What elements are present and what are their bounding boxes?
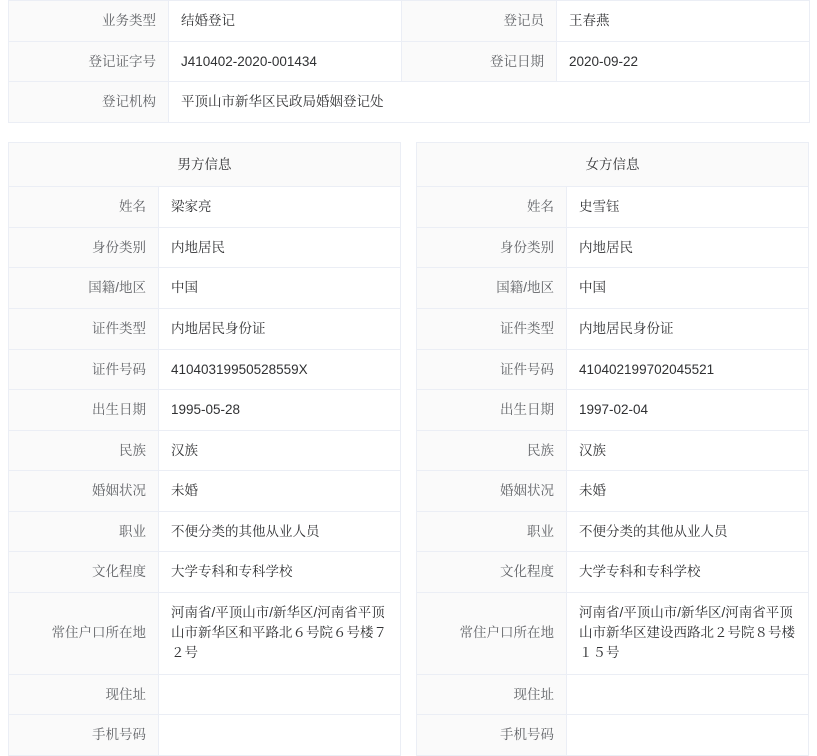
table-row: [9, 268, 401, 309]
male-identity-category-value: 内地居民: [159, 227, 401, 268]
male-info-table: [8, 142, 401, 756]
table-row: [9, 1, 810, 42]
female-ethnicity-label: 民族: [417, 430, 567, 471]
table-row: [417, 227, 809, 268]
male-birth-date-value: 1995-05-28: [159, 390, 401, 431]
table-row: [9, 430, 401, 471]
female-phone-label: 手机号码: [417, 715, 567, 756]
female-nationality-value: 中国: [567, 268, 809, 309]
female-info-panel: [416, 142, 809, 756]
table-row: [9, 187, 401, 228]
male-ethnicity-label: 民族: [9, 430, 159, 471]
table-row: [417, 511, 809, 552]
female-household-address-label: 常住户口所在地: [417, 592, 567, 674]
male-id-type-label: 证件类型: [9, 308, 159, 349]
table-row: [417, 592, 809, 674]
female-current-address-value: [567, 674, 809, 715]
table-row: [9, 82, 810, 123]
male-marital-status-value: 未婚: [159, 471, 401, 512]
female-occupation-label: 职业: [417, 511, 567, 552]
male-id-number-label: 证件号码: [9, 349, 159, 390]
business-type-value: 结婚登记: [169, 1, 402, 42]
table-row: [417, 715, 809, 756]
male-household-address-label: 常住户口所在地: [9, 592, 159, 674]
male-name-label: 姓名: [9, 187, 159, 228]
table-row: [9, 552, 401, 593]
male-phone-label: 手机号码: [9, 715, 159, 756]
table-row: [9, 592, 401, 674]
female-education-label: 文化程度: [417, 552, 567, 593]
table-row: [417, 187, 809, 228]
registration-date-label: 登记日期: [402, 41, 557, 82]
male-nationality-label: 国籍/地区: [9, 268, 159, 309]
table-row: [417, 674, 809, 715]
female-id-type-value: 内地居民身份证: [567, 308, 809, 349]
table-row: [417, 268, 809, 309]
registration-summary-table: [8, 0, 810, 123]
female-phone-value: [567, 715, 809, 756]
table-row: [417, 430, 809, 471]
person-panels: [0, 123, 817, 756]
female-info-table: [416, 142, 809, 756]
registrar-value: 王春燕: [557, 1, 810, 42]
male-marital-status-label: 婚姻状况: [9, 471, 159, 512]
table-row: [9, 471, 401, 512]
table-row: [417, 349, 809, 390]
male-nationality-value: 中国: [159, 268, 401, 309]
female-nationality-label: 国籍/地区: [417, 268, 567, 309]
male-occupation-label: 职业: [9, 511, 159, 552]
female-current-address-label: 现住址: [417, 674, 567, 715]
male-info-panel: [8, 142, 401, 756]
female-birth-date-label: 出生日期: [417, 390, 567, 431]
registration-summary-section: [0, 0, 817, 123]
male-ethnicity-value: 汉族: [159, 430, 401, 471]
table-row: [417, 390, 809, 431]
female-marital-status-value: 未婚: [567, 471, 809, 512]
table-row: [9, 715, 401, 756]
male-household-address-value: 河南省/平顶山市/新华区/河南省平顶山市新华区和平路北６号院６号楼７２号: [159, 592, 401, 674]
female-identity-category-label: 身份类别: [417, 227, 567, 268]
female-name-label: 姓名: [417, 187, 567, 228]
male-panel-title-row: [9, 142, 401, 187]
table-row: [9, 390, 401, 431]
certificate-number-value: J410402-2020-001434: [169, 41, 402, 82]
table-row: [9, 349, 401, 390]
female-id-number-label: 证件号码: [417, 349, 567, 390]
male-id-type-value: 内地居民身份证: [159, 308, 401, 349]
male-occupation-value: 不便分类的其他从业人员: [159, 511, 401, 552]
female-household-address-value: 河南省/平顶山市/新华区/河南省平顶山市新华区建设西路北２号院８号楼１５号: [567, 592, 809, 674]
table-row: [9, 308, 401, 349]
male-panel-title: 男方信息: [9, 142, 401, 187]
business-type-label: 业务类型: [9, 1, 169, 42]
female-panel-title-row: [417, 142, 809, 187]
table-row: [9, 511, 401, 552]
male-identity-category-label: 身份类别: [9, 227, 159, 268]
male-current-address-label: 现住址: [9, 674, 159, 715]
female-id-type-label: 证件类型: [417, 308, 567, 349]
table-row: [417, 471, 809, 512]
male-education-value: 大学专科和专科学校: [159, 552, 401, 593]
registration-office-value: 平顶山市新华区民政局婚姻登记处: [169, 82, 810, 123]
male-phone-value: [159, 715, 401, 756]
female-panel-title: 女方信息: [417, 142, 809, 187]
table-row: [9, 41, 810, 82]
male-birth-date-label: 出生日期: [9, 390, 159, 431]
table-row: [417, 552, 809, 593]
female-identity-category-value: 内地居民: [567, 227, 809, 268]
female-occupation-value: 不便分类的其他从业人员: [567, 511, 809, 552]
male-id-number-value: 41040319950528559X: [159, 349, 401, 390]
female-id-number-value: 410402199702045521: [567, 349, 809, 390]
registration-office-label: 登记机构: [9, 82, 169, 123]
female-ethnicity-value: 汉族: [567, 430, 809, 471]
certificate-number-label: 登记证字号: [9, 41, 169, 82]
male-name-value: 梁家亮: [159, 187, 401, 228]
table-row: [9, 674, 401, 715]
female-name-value: 史雪钰: [567, 187, 809, 228]
male-education-label: 文化程度: [9, 552, 159, 593]
registrar-label: 登记员: [402, 1, 557, 42]
registration-date-value: 2020-09-22: [557, 41, 810, 82]
table-row: [417, 308, 809, 349]
female-marital-status-label: 婚姻状况: [417, 471, 567, 512]
female-education-value: 大学专科和专科学校: [567, 552, 809, 593]
table-row: [9, 227, 401, 268]
male-current-address-value: [159, 674, 401, 715]
female-birth-date-value: 1997-02-04: [567, 390, 809, 431]
